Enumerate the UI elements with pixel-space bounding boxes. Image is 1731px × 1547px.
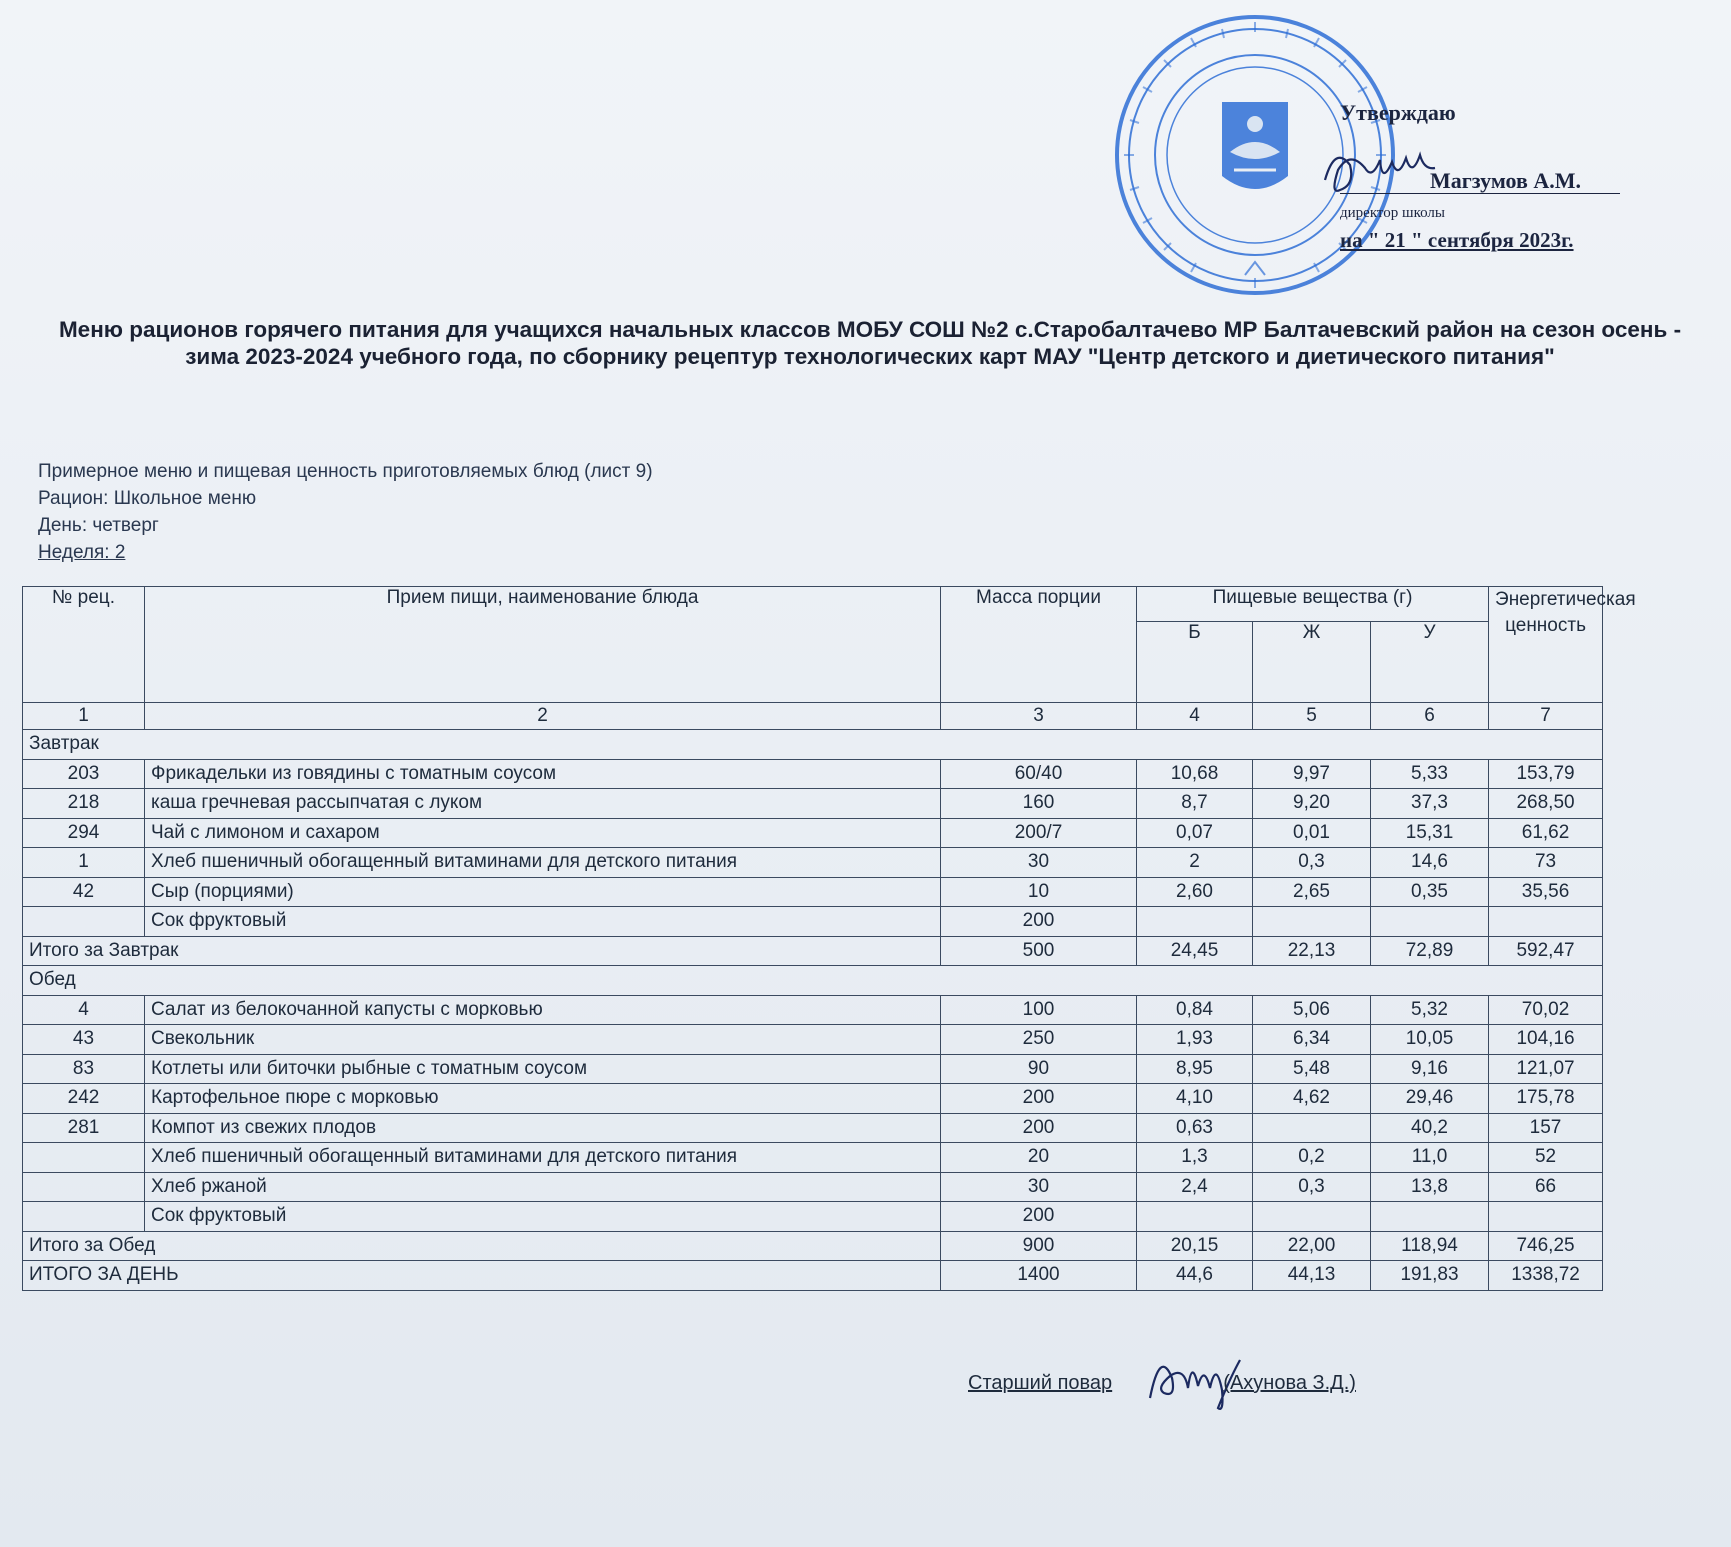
fat-value: 6,34	[1253, 1025, 1371, 1055]
total-label: ИТОГО ЗА ДЕНЬ	[23, 1261, 941, 1291]
energy-value: 175,78	[1489, 1084, 1603, 1114]
portion-mass: 100	[941, 995, 1137, 1025]
director-role: директор школы	[1340, 205, 1445, 221]
protein-value: 2,60	[1137, 877, 1253, 907]
energy-value: 35,56	[1489, 877, 1603, 907]
portion-mass: 20	[941, 1143, 1137, 1173]
total-protein: 24,45	[1137, 936, 1253, 966]
total-label: Итого за Завтрак	[23, 936, 941, 966]
portion-mass: 30	[941, 848, 1137, 878]
meta-ration: Рацион: Школьное меню	[38, 488, 257, 509]
energy-value	[1489, 1202, 1603, 1232]
carb-value: 13,8	[1371, 1172, 1489, 1202]
cook-role: Старший повар	[968, 1372, 1113, 1394]
portion-mass: 90	[941, 1054, 1137, 1084]
protein-value	[1137, 1202, 1253, 1232]
carb-value	[1371, 907, 1489, 937]
dish-name: Хлеб пшеничный обогащенный витаминами для детского питания	[145, 848, 941, 878]
protein-value: 8,95	[1137, 1054, 1253, 1084]
energy-value: 121,07	[1489, 1054, 1603, 1084]
fat-value: 0,3	[1253, 1172, 1371, 1202]
portion-mass: 200/7	[941, 818, 1137, 848]
recipe-number	[23, 1143, 145, 1173]
lunch-total-row	[23, 1231, 1603, 1261]
carb-value: 40,2	[1371, 1113, 1489, 1143]
carb-value: 5,32	[1371, 995, 1489, 1025]
dish-name: Салат из белокочанной капусты с морковью	[145, 995, 941, 1025]
protein-value: 2	[1137, 848, 1253, 878]
recipe-number: 83	[23, 1054, 145, 1084]
total-energy: 592,47	[1489, 936, 1603, 966]
recipe-number: 294	[23, 818, 145, 848]
header-rec: № рец.	[23, 587, 145, 703]
table-header-row	[23, 587, 1603, 622]
table-row	[23, 995, 1603, 1025]
energy-value: 104,16	[1489, 1025, 1603, 1055]
table-row	[23, 1143, 1603, 1173]
carb-value: 0,35	[1371, 877, 1489, 907]
dish-name: Компот из свежих плодов	[145, 1113, 941, 1143]
total-carb: 72,89	[1371, 936, 1489, 966]
energy-value: 153,79	[1489, 759, 1603, 789]
total-fat: 22,13	[1253, 936, 1371, 966]
recipe-number	[23, 1172, 145, 1202]
protein-value: 2,4	[1137, 1172, 1253, 1202]
protein-value: 1,93	[1137, 1025, 1253, 1055]
energy-value	[1489, 907, 1603, 937]
col-number: 1	[23, 703, 145, 730]
protein-value: 0,84	[1137, 995, 1253, 1025]
dish-name: Хлеб ржаной	[145, 1172, 941, 1202]
recipe-number: 4	[23, 995, 145, 1025]
recipe-number: 203	[23, 759, 145, 789]
protein-value: 0,63	[1137, 1113, 1253, 1143]
energy-value: 52	[1489, 1143, 1603, 1173]
recipe-number: 1	[23, 848, 145, 878]
col-number: 7	[1489, 703, 1603, 730]
dish-name: Чай с лимоном и сахаром	[145, 818, 941, 848]
header-energy: Энергетическая ценность	[1489, 587, 1603, 703]
menu-meta	[38, 458, 653, 566]
energy-value: 157	[1489, 1113, 1603, 1143]
energy-value: 66	[1489, 1172, 1603, 1202]
column-number-row	[23, 703, 1603, 730]
table-row	[23, 1054, 1603, 1084]
day-total-row	[23, 1261, 1603, 1291]
total-carb: 191,83	[1371, 1261, 1489, 1291]
portion-mass: 200	[941, 907, 1137, 937]
total-label: Итого за Обед	[23, 1231, 941, 1261]
total-mass: 1400	[941, 1261, 1137, 1291]
table-row	[23, 759, 1603, 789]
lunch-section-row	[23, 966, 1603, 996]
total-energy: 1338,72	[1489, 1261, 1603, 1291]
carb-value: 9,16	[1371, 1054, 1489, 1084]
protein-value: 1,3	[1137, 1143, 1253, 1173]
portion-mass: 60/40	[941, 759, 1137, 789]
meta-sheet: Примерное меню и пищевая ценность приготовляемых блюд (лист 9)	[38, 461, 653, 482]
table-row	[23, 1202, 1603, 1232]
dish-name: Котлеты или биточки рыбные с томатным соусом	[145, 1054, 941, 1084]
dish-name: Сыр (порциями)	[145, 877, 941, 907]
protein-value: 4,10	[1137, 1084, 1253, 1114]
recipe-number: 42	[23, 877, 145, 907]
fat-value	[1253, 907, 1371, 937]
recipe-number	[23, 907, 145, 937]
table-row	[23, 1025, 1603, 1055]
signature-line	[1340, 193, 1620, 194]
col-number: 6	[1371, 703, 1489, 730]
carb-value: 15,31	[1371, 818, 1489, 848]
carb-value: 11,0	[1371, 1143, 1489, 1173]
fat-value: 0,3	[1253, 848, 1371, 878]
fat-value	[1253, 1113, 1371, 1143]
protein-value: 0,07	[1137, 818, 1253, 848]
fat-value	[1253, 1202, 1371, 1232]
col-number: 4	[1137, 703, 1253, 730]
recipe-number	[23, 1202, 145, 1232]
table-row	[23, 789, 1603, 819]
header-u: У	[1371, 622, 1489, 703]
total-mass: 900	[941, 1231, 1137, 1261]
dish-name: Свекольник	[145, 1025, 941, 1055]
energy-value: 73	[1489, 848, 1603, 878]
meta-day: День: четверг	[38, 515, 159, 536]
section-label: Обед	[23, 966, 1603, 996]
dish-name: Сок фруктовый	[145, 907, 941, 937]
director-signature	[1320, 140, 1440, 210]
total-protein: 44,6	[1137, 1261, 1253, 1291]
fat-value: 0,2	[1253, 1143, 1371, 1173]
table-row	[23, 1172, 1603, 1202]
protein-value: 8,7	[1137, 789, 1253, 819]
col-number: 5	[1253, 703, 1371, 730]
portion-mass: 10	[941, 877, 1137, 907]
protein-value	[1137, 907, 1253, 937]
header-zh: Ж	[1253, 622, 1371, 703]
fat-value: 2,65	[1253, 877, 1371, 907]
fat-value: 5,06	[1253, 995, 1371, 1025]
dish-name: Сок фруктовый	[145, 1202, 941, 1232]
document-title: Меню рационов горячего питания для учащихся начальных классов МОБУ СОШ №2 с.Старобалтачево МР Балтачевский район на сезон осень - зима 2023-2024 учебного года, по сборнику рецептур технологических карт МАУ "Центр детского и диетического питания"	[58, 317, 1682, 369]
dish-name: Фрикадельки из говядины с томатным соусом	[145, 759, 941, 789]
table-row	[23, 907, 1603, 937]
carb-value: 14,6	[1371, 848, 1489, 878]
carb-value: 5,33	[1371, 759, 1489, 789]
header-nutrients: Пищевые вещества (г)	[1137, 587, 1489, 622]
header-b: Б	[1137, 622, 1253, 703]
table-row	[23, 848, 1603, 878]
col-number: 3	[941, 703, 1137, 730]
fat-value: 0,01	[1253, 818, 1371, 848]
recipe-number: 43	[23, 1025, 145, 1055]
fat-value: 9,20	[1253, 789, 1371, 819]
portion-mass: 200	[941, 1202, 1137, 1232]
table-row	[23, 877, 1603, 907]
portion-mass: 200	[941, 1113, 1137, 1143]
dish-name: каша гречневая рассыпчатая с луком	[145, 789, 941, 819]
header-dish: Прием пищи, наименование блюда	[145, 587, 941, 703]
cook-name: (Ахунова З.Д.)	[1223, 1372, 1356, 1394]
portion-mass: 200	[941, 1084, 1137, 1114]
total-carb: 118,94	[1371, 1231, 1489, 1261]
table-row	[23, 1113, 1603, 1143]
energy-value: 70,02	[1489, 995, 1603, 1025]
section-label: Завтрак	[23, 730, 1603, 760]
total-fat: 22,00	[1253, 1231, 1371, 1261]
carb-value: 10,05	[1371, 1025, 1489, 1055]
energy-value: 268,50	[1489, 789, 1603, 819]
header-mass: Масса порции	[941, 587, 1137, 703]
total-mass: 500	[941, 936, 1137, 966]
recipe-number: 281	[23, 1113, 145, 1143]
carb-value: 37,3	[1371, 789, 1489, 819]
director-name: Магзумов А.М.	[1430, 168, 1582, 193]
portion-mass: 250	[941, 1025, 1137, 1055]
menu-table-body	[23, 730, 1603, 1291]
approve-label: Утверждаю	[1340, 100, 1456, 125]
meta-week: Неделя: 2	[38, 542, 126, 563]
dish-name: Картофельное пюре с морковью	[145, 1084, 941, 1114]
approval-date: на " 21 " сентября 2023г.	[1340, 228, 1574, 252]
table-row	[23, 1084, 1603, 1114]
menu-table	[22, 586, 1636, 1291]
portion-mass: 30	[941, 1172, 1137, 1202]
col-number: 2	[145, 703, 941, 730]
carb-value	[1371, 1202, 1489, 1232]
total-energy: 746,25	[1489, 1231, 1603, 1261]
dish-name: Хлеб пшеничный обогащенный витаминами для детского питания	[145, 1143, 941, 1173]
protein-value: 10,68	[1137, 759, 1253, 789]
total-protein: 20,15	[1137, 1231, 1253, 1261]
portion-mass: 160	[941, 789, 1137, 819]
fat-value: 4,62	[1253, 1084, 1371, 1114]
cook-block	[968, 1372, 1356, 1395]
recipe-number: 242	[23, 1084, 145, 1114]
carb-value: 29,46	[1371, 1084, 1489, 1114]
table-row	[23, 818, 1603, 848]
energy-value: 61,62	[1489, 818, 1603, 848]
breakfast-total-row	[23, 936, 1603, 966]
recipe-number: 218	[23, 789, 145, 819]
fat-value: 5,48	[1253, 1054, 1371, 1084]
breakfast-section-row	[23, 730, 1603, 760]
fat-value: 9,97	[1253, 759, 1371, 789]
total-fat: 44,13	[1253, 1261, 1371, 1291]
